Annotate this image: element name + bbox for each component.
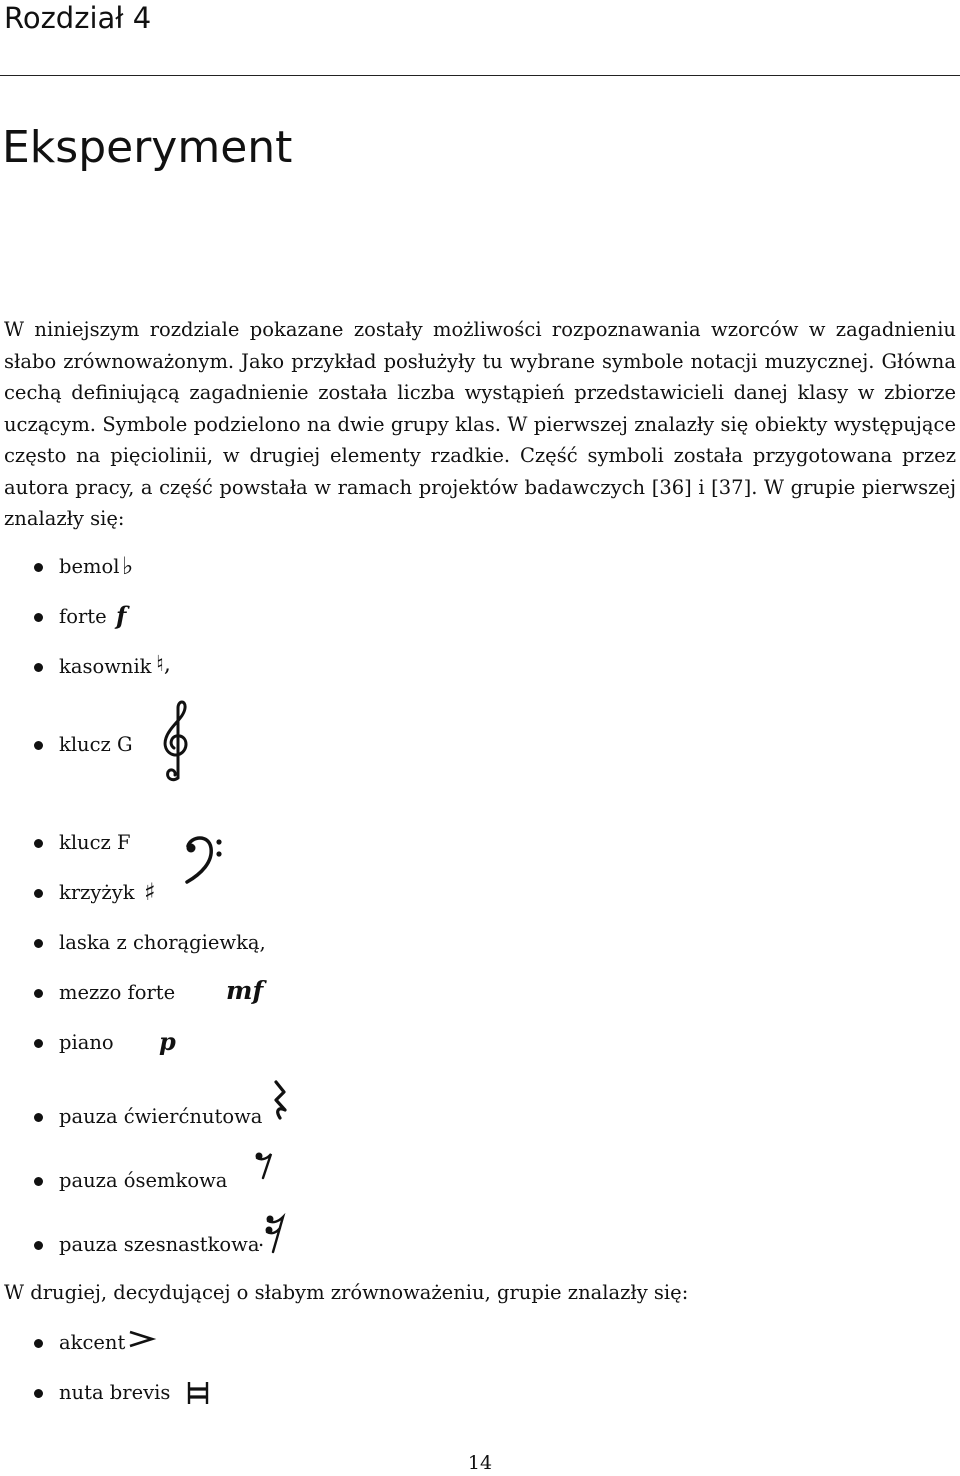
flat-icon: ♭ <box>122 552 134 580</box>
bullet <box>34 1039 43 1048</box>
list-item-label: krzyżyk <box>59 881 135 904</box>
bullet <box>34 613 43 622</box>
list-item-label: akcent <box>59 1331 126 1354</box>
bullet <box>34 1113 43 1122</box>
chapter-title: Eksperyment <box>2 122 293 173</box>
page-number: 14 <box>467 1452 493 1474</box>
intro-paragraph: W niniejszym rozdziale pokazane zostały możliwości rozpoznawania wzorców w zagadnieniu słabo zrównoważonym. Jako przykład posłużyły tu wybrane symbole notacji muzycznej. Główna cechą definiującą zagadnienie została liczba wystąpień przedstawicieli danej klasy w zbiorze uczącym. Symbole podzielono na dwie grupy klas. W pierwszej znalazły się obiekty występujące często na pięciolinii, w drugiej elementy rzadkie. Część symboli została przygotowana przez autora pracy, a część powstała w ramach projektów badawczych [36] i [37]. W grupie pierwszej znalazły się: <box>4 318 956 530</box>
list-item-label: bemol <box>59 555 120 578</box>
list-item-label: mezzo forte <box>59 981 176 1004</box>
bass-clef-icon <box>185 836 225 886</box>
bullet <box>34 1339 43 1348</box>
sharp-icon: ♯ <box>144 878 156 906</box>
bullet <box>34 1389 43 1398</box>
list-item-label: forte <box>59 605 107 628</box>
list-item-label: piano <box>59 1031 114 1054</box>
bullet <box>34 563 43 572</box>
piano-icon: p <box>159 1027 176 1056</box>
treble-clef-icon <box>158 698 198 784</box>
bullet <box>34 939 43 948</box>
list-item-label: klucz F <box>59 831 131 854</box>
list-item-label: pauza ósemkowa <box>59 1169 228 1192</box>
list-item-label: nuta brevis <box>59 1381 171 1404</box>
sixteenth-rest-icon <box>264 1214 288 1256</box>
chapter-label: Rozdział 4 <box>4 1 152 35</box>
quarter-rest-icon <box>270 1080 292 1120</box>
period-text: . <box>258 1228 265 1251</box>
second-paragraph: W drugiej, decydującej o słabym zrównoważeniu, grupie znalazły się: <box>4 1281 689 1304</box>
header-rule <box>0 75 960 76</box>
bullet <box>34 1241 43 1250</box>
list-item-label: pauza ćwierćnutowa <box>59 1105 263 1128</box>
list-item-label: klucz G <box>59 733 133 756</box>
accent-icon <box>128 1330 154 1350</box>
forte-icon: f <box>116 601 127 630</box>
list-item-label: kasownik <box>59 655 152 678</box>
natural-icon: ♮, <box>156 652 171 677</box>
list-item-label: pauza szesnastkowa <box>59 1233 260 1256</box>
breve-icon <box>186 1380 212 1406</box>
eighth-rest-icon <box>254 1150 276 1180</box>
bullet <box>34 1177 43 1186</box>
mezzo-forte-icon: mf <box>226 976 264 1005</box>
list-item-label: laska z chorągiewką, <box>59 931 266 954</box>
bullet <box>34 839 43 848</box>
bullet <box>34 663 43 672</box>
bullet <box>34 889 43 898</box>
bullet <box>34 989 43 998</box>
bullet <box>34 741 43 750</box>
